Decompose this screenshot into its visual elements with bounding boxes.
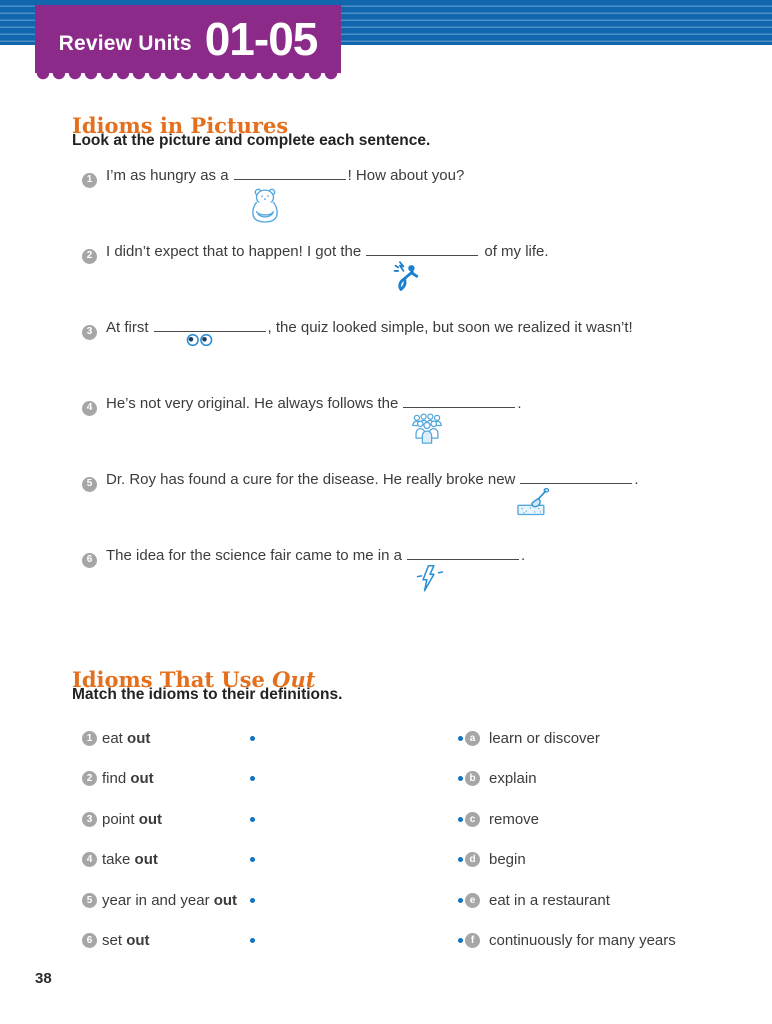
question-1 (82, 166, 742, 242)
question-number-badge: 5 (82, 477, 97, 492)
match-dot-right (458, 898, 463, 903)
idiom-text: find out (102, 770, 154, 788)
idiom-text: year in and year out (102, 891, 238, 909)
match-row-3 (82, 799, 742, 840)
section-instruction: Match the idioms to their definitions. (72, 686, 343, 703)
match-row-6 (82, 921, 742, 962)
match-dot-left (250, 736, 255, 741)
match-dot-left (250, 857, 255, 862)
matching-exercise (82, 718, 742, 961)
match-dot-right (458, 938, 463, 943)
match-dot-left (250, 776, 255, 781)
question-text: At first , the quiz looked simple, but soon we realized it wasn’t! (106, 319, 633, 336)
question-text: He’s not very original. He always follows the . (106, 395, 522, 412)
match-row-5 (82, 880, 742, 921)
idiom-number-badge: 1 (82, 731, 97, 746)
answer-blank (403, 394, 515, 408)
idiom-text: eat out (102, 729, 151, 747)
definition-text: begin (489, 851, 526, 869)
question-text: The idea for the science fair came to me in a . (106, 547, 526, 564)
answer-blank (154, 318, 266, 332)
question-2 (82, 242, 742, 318)
definition-letter-badge: d (465, 852, 480, 867)
review-badge-label: Review Units (58, 32, 192, 55)
startled-person-icon (392, 260, 422, 301)
definition-text: explain (489, 770, 537, 788)
question-number-badge: 6 (82, 553, 97, 568)
match-dot-right (458, 776, 463, 781)
page-number: 38 (35, 970, 52, 987)
definition-text: continuously for many years (489, 932, 676, 950)
match-row-2 (82, 759, 742, 800)
match-row-1 (82, 718, 742, 759)
idiom-number-badge: 6 (82, 933, 97, 948)
eyes-icon (186, 333, 213, 352)
answer-blank (407, 546, 519, 560)
match-dot-right (458, 736, 463, 741)
question-number-badge: 3 (82, 325, 97, 340)
review-badge-units: 01-05 (204, 13, 318, 65)
question-text: I didn’t expect that to happen! I got the of my life. (106, 243, 549, 260)
idiom-number-badge: 4 (82, 852, 97, 867)
definition-letter-badge: b (465, 771, 480, 786)
question-3 (82, 318, 742, 394)
idiom-number-badge: 2 (82, 771, 97, 786)
idiom-text: take out (102, 851, 158, 869)
question-number-badge: 1 (82, 173, 97, 188)
definition-letter-badge: f (465, 933, 480, 948)
definition-letter-badge: e (465, 893, 480, 908)
section-title-idioms-that-use-out: Idioms That Use Out (72, 667, 316, 693)
idiom-number-badge: 5 (82, 893, 97, 908)
section-instruction: Look at the picture and complete each sentence. (72, 132, 431, 149)
question-number-badge: 2 (82, 249, 97, 264)
definition-text: remove (489, 810, 540, 828)
definition-letter-badge: c (465, 812, 480, 827)
definition-letter-badge: a (465, 731, 480, 746)
question-text: I’m as hungry as a ! How about you? (106, 167, 465, 184)
crowd-icon (409, 412, 445, 449)
polar-bear-icon (248, 186, 282, 229)
match-dot-left (250, 817, 255, 822)
answer-blank (366, 242, 478, 256)
section-title-idioms-in-pictures: Idioms in Pictures (72, 113, 289, 139)
question-number-badge: 4 (82, 401, 97, 416)
question-4 (82, 394, 742, 470)
question-text: Dr. Roy has found a cure for the disease. He really broke new . (106, 471, 639, 488)
shovel-ground-icon (516, 487, 550, 522)
match-dot-right (458, 817, 463, 822)
match-dot-left (250, 938, 255, 943)
definition-text: learn or discover (489, 729, 600, 747)
match-dot-right (458, 857, 463, 862)
idiom-text: point out (102, 810, 163, 828)
definition-text: eat in a restaurant (489, 891, 610, 909)
lightning-flash-icon (416, 563, 444, 600)
title-italic-word: Out (272, 667, 316, 693)
picture-questions-list (82, 166, 742, 622)
answer-blank (234, 166, 346, 180)
question-6 (82, 546, 742, 622)
match-row-4 (82, 840, 742, 881)
review-badge (35, 5, 341, 73)
match-dot-left (250, 898, 255, 903)
answer-blank (520, 470, 632, 484)
idiom-number-badge: 3 (82, 812, 97, 827)
review-badge-scallop-edge (35, 73, 341, 81)
idiom-text: set out (102, 932, 150, 950)
question-5 (82, 470, 742, 546)
